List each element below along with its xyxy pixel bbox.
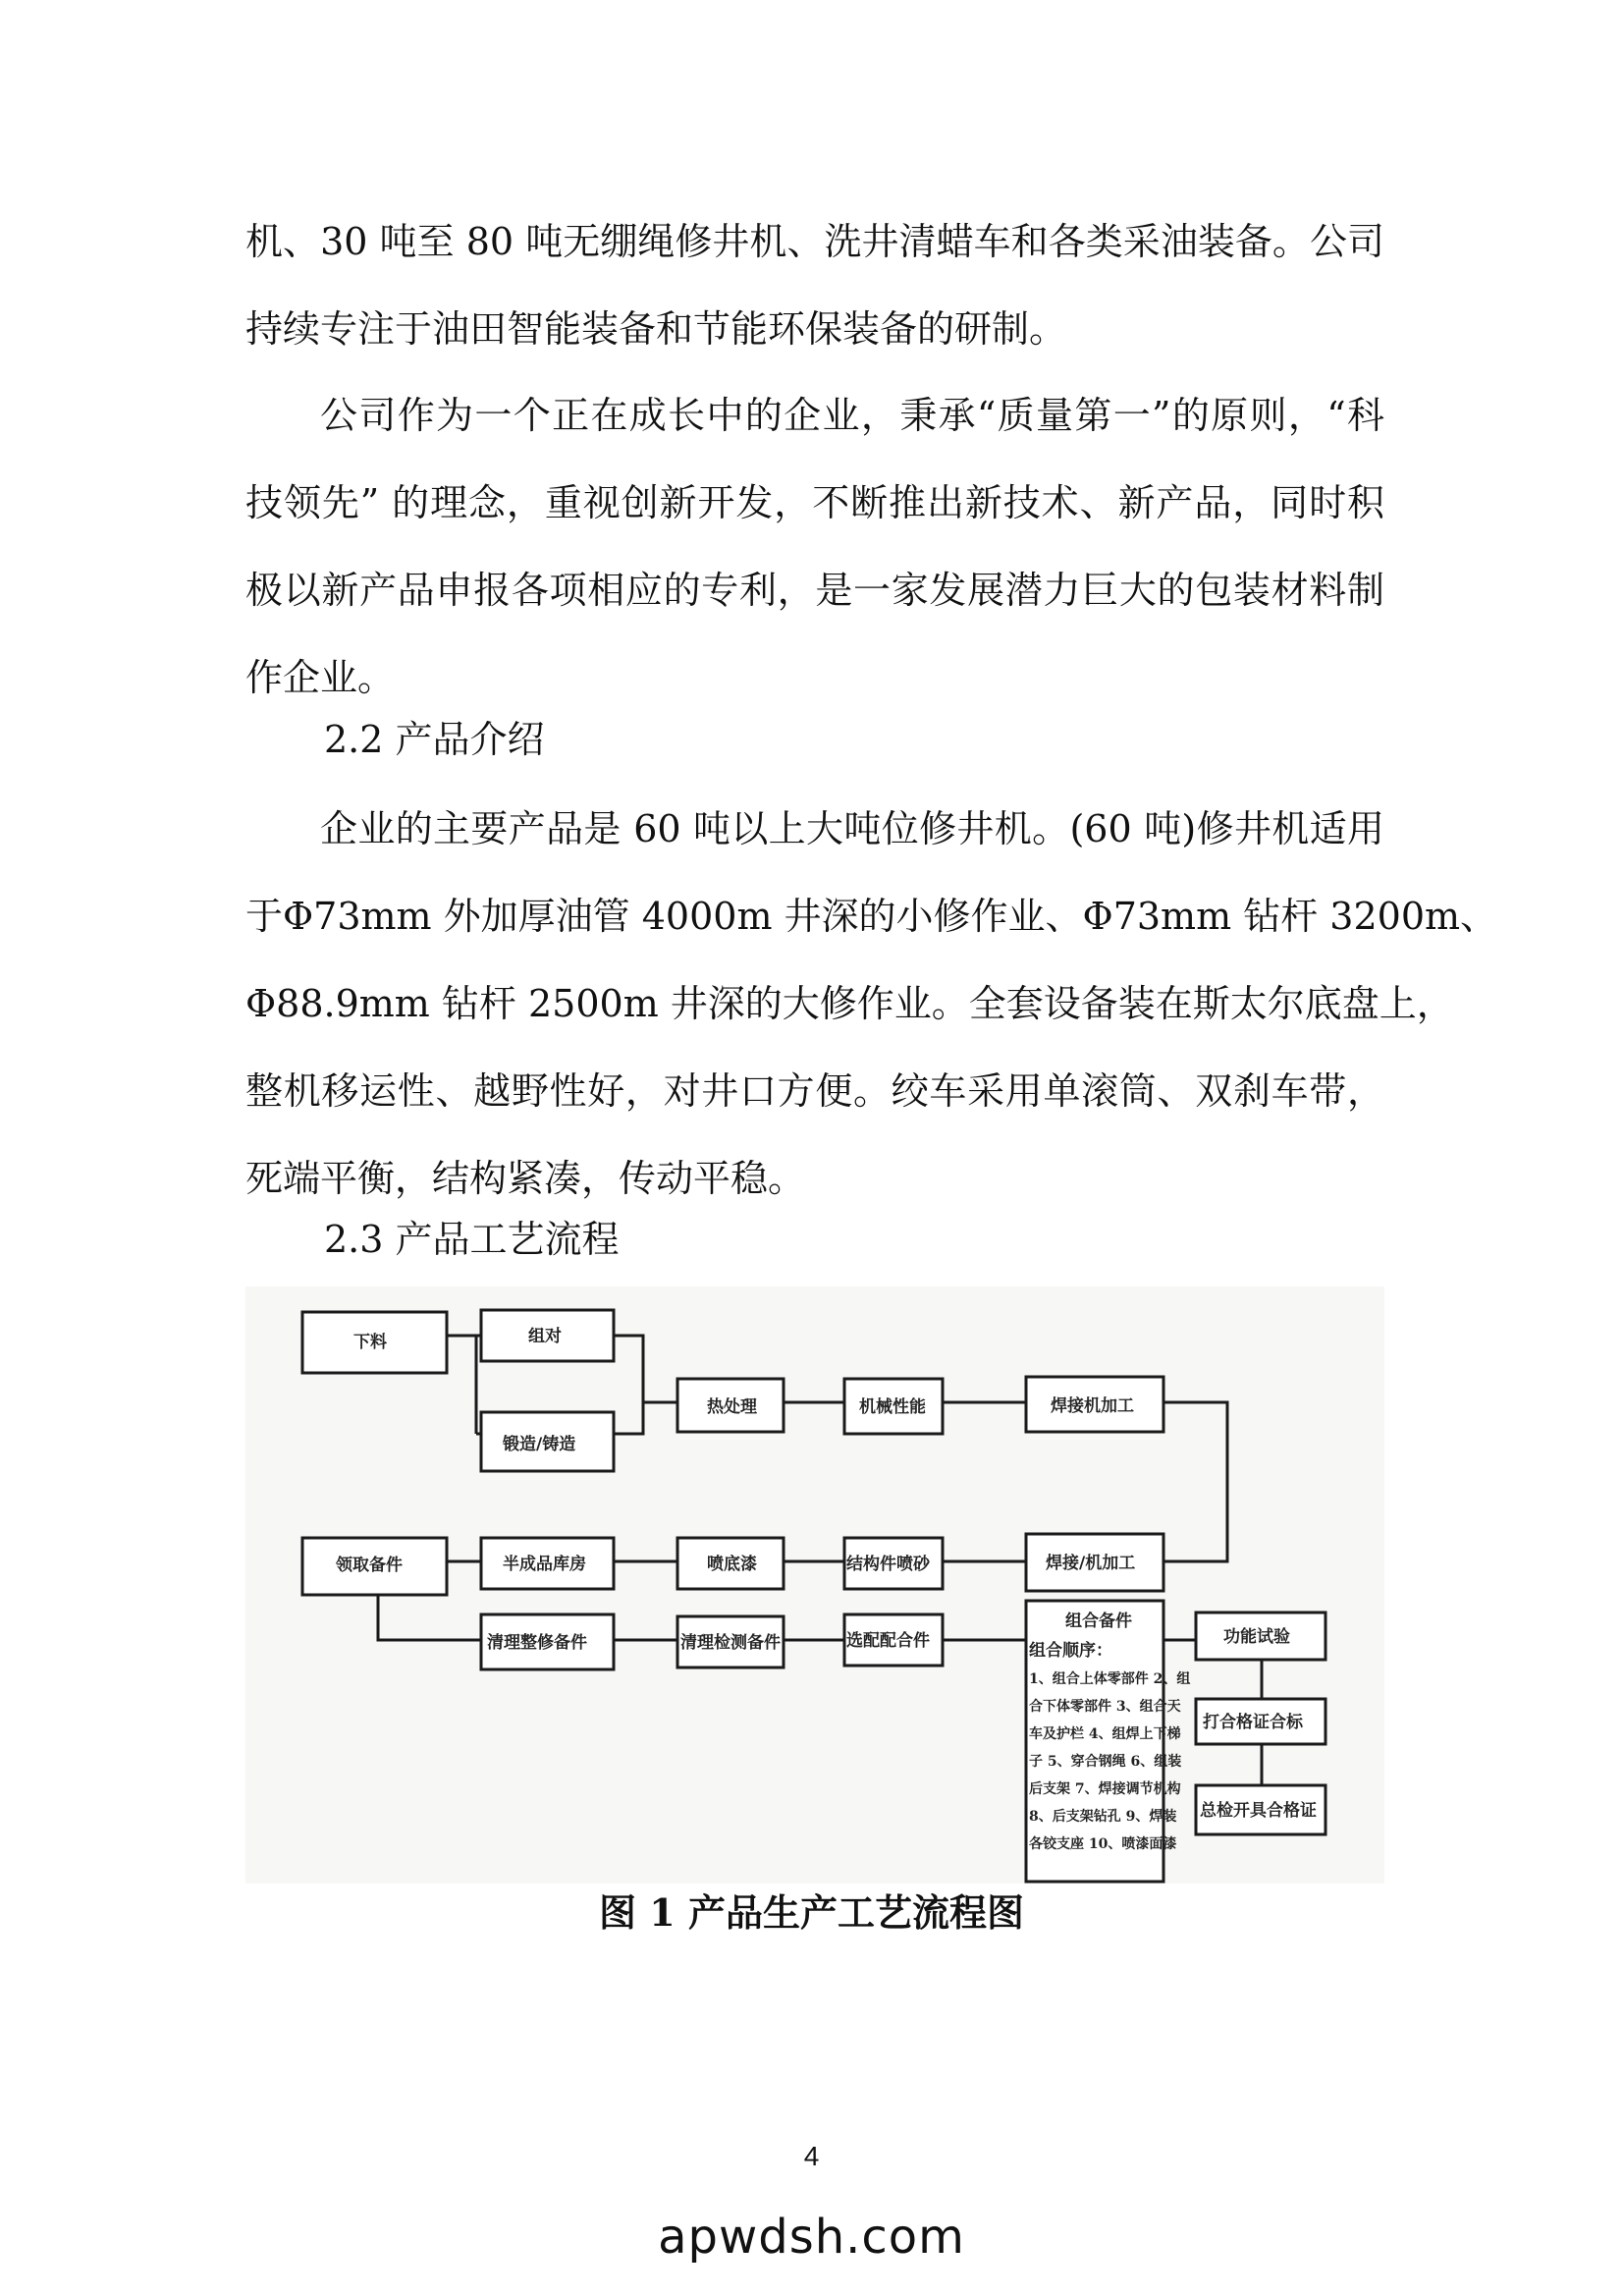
section-heading-2-3: 2.3 产品工艺流程 bbox=[324, 1218, 620, 1261]
zuhe-line: 子 5、穿合钢绳 6、组装 bbox=[1029, 1754, 1182, 1770]
box-lingqu-label: 领取备件 bbox=[336, 1556, 403, 1575]
intro-paragraph bbox=[245, 198, 1384, 373]
box-banchengpin-label: 半成品库房 bbox=[503, 1555, 586, 1574]
zuhe-line: 1、组合上体零部件 2、组 bbox=[1029, 1671, 1191, 1687]
box-pendiqi-label: 喷底漆 bbox=[707, 1555, 757, 1574]
connector bbox=[1163, 1402, 1227, 1561]
zuhe-line: 各铰支座 10、喷漆面漆 bbox=[1029, 1836, 1177, 1852]
box-jiance-label: 清理检测备件 bbox=[680, 1633, 781, 1653]
box-hanjie2-label: 焊接/机加工 bbox=[1046, 1554, 1136, 1573]
box-xuanpei-label: 选配配合件 bbox=[846, 1631, 930, 1651]
zuhe-line: 车及护栏 4、组焊上下梯 bbox=[1029, 1726, 1181, 1742]
box-qingli-label: 清理整修备件 bbox=[487, 1633, 587, 1653]
text-line: 极以新产品申报各项相应的专利，是一家发展潜力巨大的包装材料制 bbox=[245, 569, 1384, 612]
text-line: 整机移运性、越野性好，对井口方便。绞车采用单滚筒、双刹车带， bbox=[245, 1069, 1384, 1113]
box-gongneng-label: 功能试验 bbox=[1223, 1627, 1290, 1647]
text-line: 企业的主要产品是 60 吨以上大吨位修井机。(60 吨)修井机适用 bbox=[320, 807, 1384, 850]
connector bbox=[614, 1336, 643, 1434]
box-duanzao-label: 锻造/铸造 bbox=[503, 1435, 576, 1454]
box-jiegoujian-label: 结构件喷砂 bbox=[846, 1555, 930, 1574]
process-flowchart bbox=[245, 1286, 1384, 1884]
zuhe-line: 合下体零部件 3、组合天 bbox=[1029, 1699, 1181, 1715]
text-line: Φ88.9mm 钻杆 2500m 井深的大修作业。全套设备装在斯太尔底盘上， bbox=[245, 982, 1454, 1025]
box-zuhe-text bbox=[1029, 1611, 1190, 1852]
figure-caption: 图 1 产品生产工艺流程图 bbox=[599, 1890, 1024, 1935]
zuhe-line: 8、后支架钻孔 9、焊装 bbox=[1029, 1809, 1177, 1825]
zuhe-line: 组合顺序： bbox=[1029, 1641, 1112, 1661]
page-number: 4 bbox=[803, 2141, 820, 2171]
text-line: 持续专注于油田智能装备和节能环保装备的研制。 bbox=[245, 307, 1067, 351]
box-jixie-label: 机械性能 bbox=[859, 1397, 926, 1417]
box-dakuo-label: 打合格证合标 bbox=[1203, 1713, 1303, 1732]
text-line: 于Φ73mm 外加厚油管 4000m 井深的小修作业、Φ73mm 钻杆 3200m、 bbox=[245, 895, 1498, 938]
text-line: 死端平衡，结构紧凑，传动平稳。 bbox=[245, 1157, 806, 1200]
box-zudui-label: 组对 bbox=[528, 1327, 562, 1346]
text-line: 作企业。 bbox=[245, 656, 396, 699]
text-line: 公司作为一个正在成长中的企业，秉承“质量第一”的原则，“科 bbox=[320, 394, 1384, 437]
box-xialiao-label: 下料 bbox=[353, 1333, 387, 1352]
zuhe-line: 组合备件 bbox=[1065, 1612, 1132, 1631]
company-paragraph bbox=[245, 372, 1384, 722]
section-heading-2-2: 2.2 产品介绍 bbox=[324, 718, 545, 761]
text-line: 技领先” 的理念，重视创新开发，不断推出新技术、新产品，同时积 bbox=[245, 481, 1384, 524]
box-rechuli-label: 热处理 bbox=[707, 1397, 757, 1417]
flowchart-canvas bbox=[245, 1286, 1384, 1884]
text-line: 机、30 吨至 80 吨无绷绳修井机、洗井清蜡车和各类采油装备。公司 bbox=[245, 220, 1384, 263]
watermark-text: apwdsh.com bbox=[658, 2210, 965, 2265]
connector bbox=[447, 1336, 476, 1434]
box-zongjian-label: 总检开具合格证 bbox=[1200, 1801, 1317, 1821]
zuhe-line: 后支架 7、焊接调节机构 bbox=[1029, 1781, 1181, 1797]
product-paragraph bbox=[245, 786, 1498, 1223]
box-hanjie1-label: 焊接机加工 bbox=[1051, 1396, 1134, 1416]
